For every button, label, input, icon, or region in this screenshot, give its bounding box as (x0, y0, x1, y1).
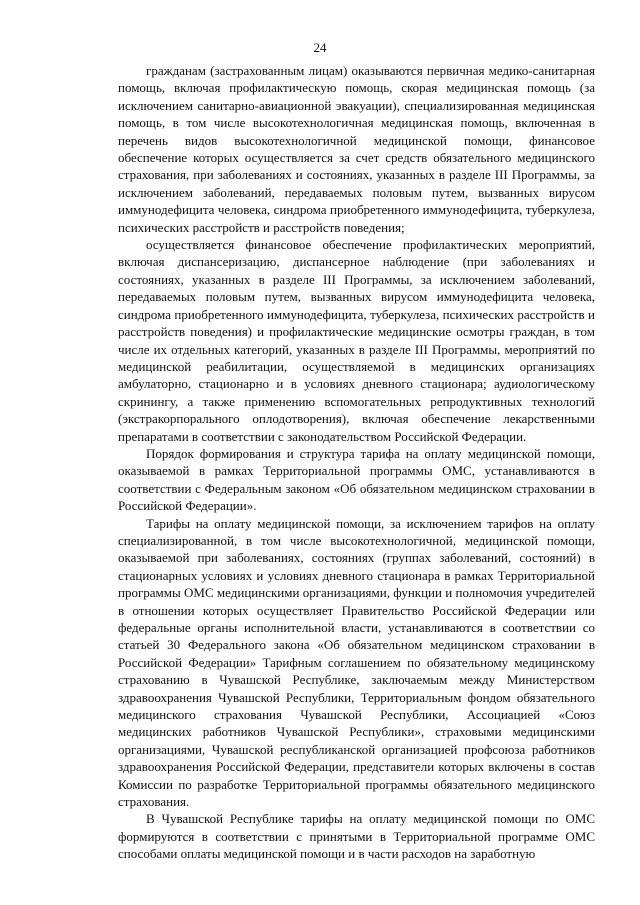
paragraph-continuation: гражданам (застрахованным лицам) оказываются первичная медико-санитарная помощь, включая профилактическую помощь, скорая медицинская помощь (за исключением санитарно-авиационной эвакуации), специализированная медицинская помощь, в том числе высокотехнологичная медицинская помощь, включенная в перечень видов высокотехнологичной медицинской помощи, финансовое обеспечение которых осуществляется за счет средств обязательного медицинского страхования, при заболеваниях и состояниях, указанных в разделе III Программы, за исключением заболеваний, передаваемых половым путем, вызванных вирусом иммунодефицита человека, синдрома приобретенного иммунодефицита, туберкулеза, психических расстройств и расстройств поведения; (118, 63, 595, 235)
paragraph-chuvash-tariffs: В Чувашской Республике тарифы на оплату медицинской помощи по ОМС формируются в соответствии с принятыми в Территориальной программе ОМС способами оплаты медицинской помощи и в части расходов на заработную (118, 811, 595, 862)
paragraph-tariff-structure: Порядок формирования и структура тарифа на оплату медицинской помощи, оказываемой в рамках Территориальной программы ОМС, устанавливаются в соответствии с Федеральным законом «Об обязательном медицинском страховании в Российской Федерации». (118, 445, 595, 514)
page-number: 24 (313, 40, 327, 55)
paragraph-financing: осуществляется финансовое обеспечение профилактических мероприятий, включая диспансеризацию, диспансерное наблюдение (при заболеваниях и состояниях, указанных в разделе III Программы, за исключением заболеваний, передаваемых половым путем, вызванных вирусом иммунодефицита человека, синдрома приобретенного иммунодефицита, туберкулеза, психических расстройств и расстройств поведения) и профилактические медицинские осмотры граждан, в том числе их отдельных категорий, указанных в разделе III Программы, мероприятий по медицинской реабилитации, осуществляемой в медицинских организациях амбулаторно, стационарно и в условиях дневного стационара; аудиологическому скринингу, а также применению вспомогательных репродуктивных технологий (экстракорпорального оплодотворения), включая обеспечение лекарственными препаратами в соответствии с законодательством Российской Федерации. (118, 237, 595, 444)
document-body (118, 62, 595, 863)
paragraph-tariffs: Тарифы на оплату медицинской помощи, за исключением тарифов на оплату специализированной, в том числе высокотехнологичной, медицинской помощи, оказываемой при заболеваниях, состояниях (группах заболеваний, состояний) в стационарных условиях и условиях дневного стационара в рамках Территориальной программы ОМС медицинскими организациями, функции и полномочия учредителей в отношении которых осуществляет Правительство Российской Федерации или федеральные органы исполнительной власти, устанавливаются в соответствии со статьей 30 Федерального закона «Об обязательном медицинском страховании в Российской Федерации» Тарифным соглашением по обязательному медицинскому страхованию в Чувашской Республике, заключаемым между Министерством здравоохранения Чувашской Республики, Территориальным фондом обязательного медицинского страхования Чувашской Республики, Ассоциацией «Союз медицинских работников Чувашской Республики», страховыми медицинскими организациями, Чувашской республиканской организацией профсоюза работников здравоохранения Российской Федерации, представители которых включены в состав Комиссии по разработке Территориальной программы обязательного медицинского страхования. (118, 515, 595, 810)
